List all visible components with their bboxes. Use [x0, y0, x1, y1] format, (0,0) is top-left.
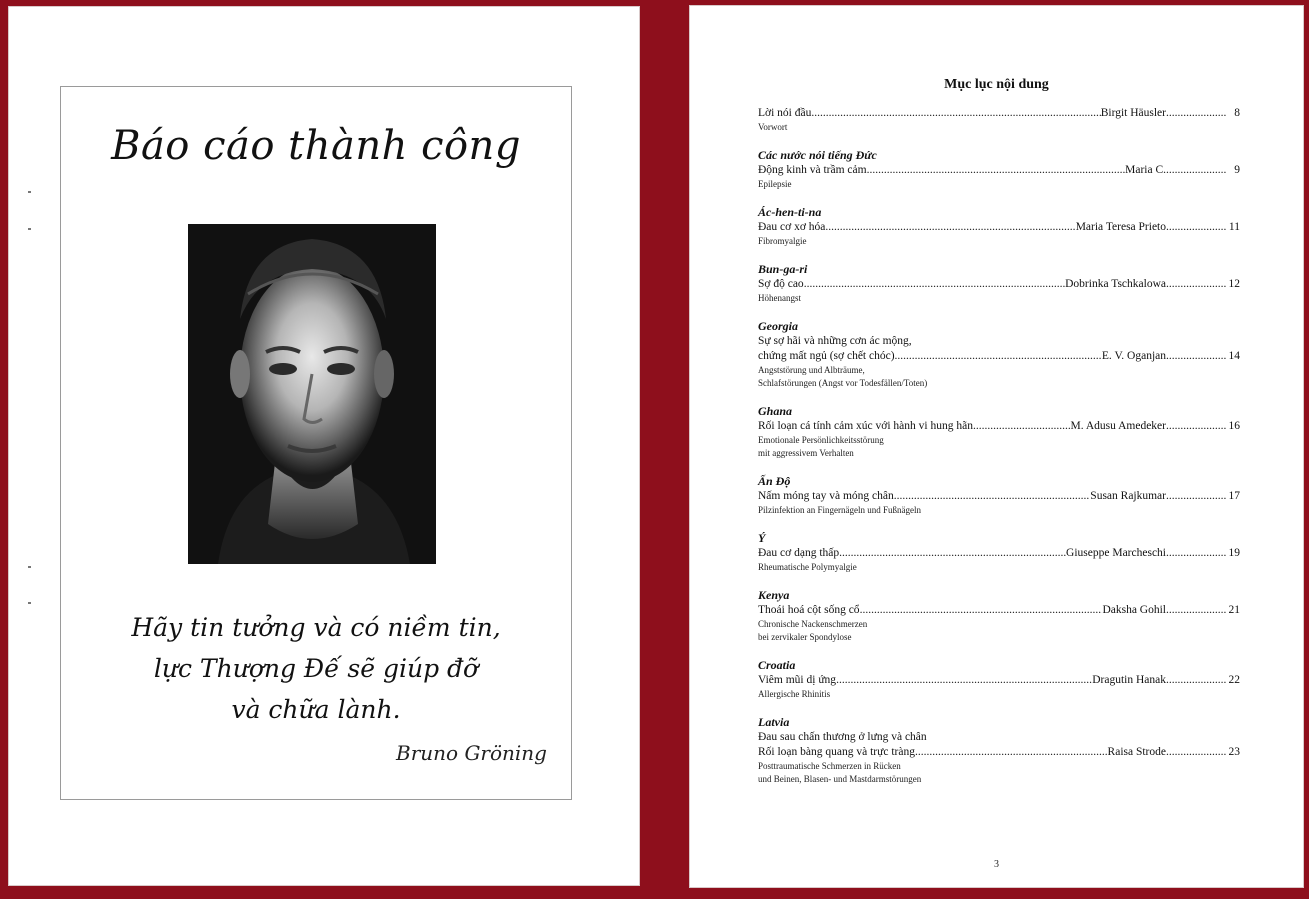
- toc-entry[interactable]: [758, 277, 1240, 292]
- toc-entry-author: Birgit Häusler: [1100, 107, 1166, 119]
- toc-entry-page: 8: [1234, 107, 1240, 119]
- toc-entry-author: Dragutin Hanak: [1092, 674, 1166, 686]
- toc-leader: [1166, 106, 1226, 121]
- toc-group: [758, 262, 1240, 305]
- toc-german-title: Posttraumatische Schmerzen in Rücken: [758, 761, 901, 771]
- toc-german-title: bei zervikaler Spondylose: [758, 632, 852, 642]
- scan-speck: [28, 228, 31, 230]
- toc-entry[interactable]: [758, 745, 1240, 760]
- toc-country: Georgia: [758, 319, 798, 333]
- toc-leader: [825, 220, 1075, 235]
- toc-page: [689, 5, 1304, 888]
- toc-title-line: Sự sợ hãi và những cơn ác mộng,: [758, 335, 912, 347]
- toc-entry-title: Rối loạn bàng quang và trực tràng: [758, 746, 915, 758]
- toc-entry-page: 19: [1228, 547, 1240, 559]
- toc-country: Bun-ga-ri: [758, 262, 808, 276]
- cover-title: Báo cáo thành công: [111, 123, 521, 169]
- toc-entry[interactable]: [758, 220, 1240, 235]
- toc-german-title: Höhenangst: [758, 293, 801, 303]
- toc-group: [758, 715, 1240, 786]
- toc-entry-author: Giuseppe Marcheschi: [1066, 547, 1166, 559]
- toc-entry[interactable]: [758, 349, 1240, 364]
- toc-entry-author: Maria C.: [1125, 164, 1166, 176]
- toc-group: [758, 205, 1240, 248]
- quote-line: Hãy tin tưởng và có niềm tin,: [131, 613, 501, 642]
- toc-group: [758, 588, 1240, 644]
- toc-german-title: Vorwort: [758, 122, 788, 132]
- toc-entry-page: 11: [1228, 221, 1240, 233]
- toc-group: [758, 531, 1240, 574]
- toc-german-title: Epilepsie: [758, 179, 792, 189]
- toc-entry-title: Viêm mũi dị ứng: [758, 674, 837, 686]
- toc-entry[interactable]: [758, 489, 1240, 504]
- toc-german-title: Allergische Rhinitis: [758, 689, 831, 699]
- toc-group: [758, 658, 1240, 701]
- toc-entry-page: 14: [1228, 350, 1240, 362]
- toc-entry-title: Lời nói đầu: [758, 107, 812, 119]
- toc-entry-title: Động kinh và trầm cảm: [758, 164, 867, 176]
- scan-speck: [28, 602, 31, 604]
- toc-country: Ghana: [758, 404, 793, 418]
- toc-group: [758, 148, 1240, 191]
- toc-leader: [1166, 349, 1226, 364]
- toc-entry[interactable]: [758, 603, 1240, 618]
- toc-german-title: Pilzinfektion an Fingernägeln und Fußnägeln: [758, 505, 921, 515]
- toc-group: [758, 404, 1240, 460]
- toc-entry-author: Susan Rajkumar: [1090, 490, 1166, 502]
- toc-entry-page: 16: [1228, 420, 1240, 432]
- toc-german-title: Fibromyalgie: [758, 236, 807, 246]
- toc-entry[interactable]: [758, 419, 1240, 434]
- portrait-photo: [188, 224, 436, 564]
- toc-entry-title: chứng mất ngủ (sợ chết chóc): [758, 350, 895, 362]
- toc-entry-page: 22: [1228, 674, 1240, 686]
- toc-entry-title: Rối loạn cá tính cảm xúc với hành vi hung hãn: [758, 420, 973, 432]
- toc-entry-title: Đau cơ dạng thấp: [758, 547, 840, 559]
- toc-leader: [1166, 546, 1226, 561]
- toc-title-line: Đau sau chấn thương ở lưng và chân: [758, 731, 927, 743]
- scan-speck: [28, 191, 31, 193]
- toc-country: Croatia: [758, 658, 796, 672]
- quote-line: và chữa lành.: [231, 695, 401, 724]
- man-portrait-icon: [188, 224, 436, 564]
- toc-german-title: Angststörung und Albträume,: [758, 365, 865, 375]
- toc-group: [758, 106, 1240, 134]
- toc-leader: [1166, 220, 1226, 235]
- toc-country: Latvia: [758, 715, 790, 729]
- toc-entry-title: Đau cơ xơ hóa: [758, 221, 826, 233]
- toc-leader: [1166, 163, 1226, 178]
- toc-leader: [895, 349, 1102, 364]
- toc-entry[interactable]: [758, 546, 1240, 561]
- toc-entry-author: Dobrinka Tschkalowa: [1065, 278, 1166, 290]
- toc-entry-title: Sợ độ cao: [758, 278, 804, 290]
- toc-leader: [804, 277, 1065, 292]
- toc-list: [758, 106, 1240, 786]
- toc-leader: [811, 106, 1100, 121]
- toc-entry-author: Maria Teresa Prieto: [1075, 221, 1166, 233]
- scan-speck: [28, 566, 31, 568]
- toc-entry-author: Daksha Gohil: [1102, 604, 1166, 616]
- toc-leader: [1166, 603, 1226, 618]
- cover-quote: [61, 607, 571, 730]
- toc-leader: [1166, 745, 1226, 760]
- toc-entry-author: M. Adusu Amedeker: [1070, 420, 1166, 432]
- page-number: 3: [994, 859, 999, 870]
- toc-group: [758, 474, 1240, 517]
- toc-entry-title: Nấm móng tay và móng chân: [758, 490, 894, 502]
- toc-entry-author: E. V. Oganjan: [1101, 350, 1166, 362]
- toc-entry-page: 17: [1228, 490, 1240, 502]
- cover-page: [8, 6, 640, 886]
- toc-leader: [894, 489, 1091, 504]
- cover-frame: [60, 86, 572, 800]
- toc-german-title: Rheumatische Polymyalgie: [758, 562, 857, 572]
- toc-country: Kenya: [758, 588, 790, 602]
- toc-group: [758, 319, 1240, 390]
- toc-leader: [973, 419, 1071, 434]
- toc-german-title: mit aggressivem Verhalten: [758, 448, 854, 458]
- toc-entry[interactable]: [758, 163, 1240, 178]
- toc-country: Ấn Độ: [758, 474, 791, 488]
- toc-entry-page: 9: [1234, 164, 1240, 176]
- toc-country: Ý: [758, 531, 766, 545]
- toc-leader: [1166, 419, 1226, 434]
- toc-heading: Mục lục nội dung: [944, 77, 1049, 92]
- toc-leader: [1166, 277, 1226, 292]
- toc-leader: [1166, 489, 1226, 504]
- toc-entry[interactable]: [758, 673, 1240, 688]
- toc-entry-page: 12: [1228, 278, 1240, 290]
- quote-line: lực Thượng Đế sẽ giúp đỡ: [153, 654, 479, 683]
- toc-leader: [860, 603, 1103, 618]
- toc-entry-author: Raisa Strode: [1107, 746, 1166, 758]
- toc-leader: [836, 673, 1092, 688]
- toc-entry-page: 21: [1228, 604, 1240, 616]
- toc-leader: [867, 163, 1126, 178]
- toc-entry-title: Thoái hoá cột sống cổ: [758, 604, 860, 616]
- toc-german-title: Chronische Nackenschmerzen: [758, 619, 868, 629]
- quote-author: Bruno Gröning: [396, 741, 547, 765]
- toc-leader: [839, 546, 1066, 561]
- toc-country: Các nước nói tiếng Đức: [758, 148, 877, 162]
- toc-leader: [915, 745, 1108, 760]
- toc-german-title: Emotionale Persönlichkeitsstörung: [758, 435, 884, 445]
- toc-country: Ác-hen-ti-na: [758, 205, 822, 219]
- toc-german-title: und Beinen, Blasen- und Mastdarmstörungen: [758, 774, 922, 784]
- toc-entry[interactable]: [758, 106, 1240, 121]
- toc-german-title: Schlafstörungen (Angst vor Todesfällen/Toten): [758, 378, 928, 388]
- toc-entry-page: 23: [1228, 746, 1240, 758]
- toc-leader: [1166, 673, 1226, 688]
